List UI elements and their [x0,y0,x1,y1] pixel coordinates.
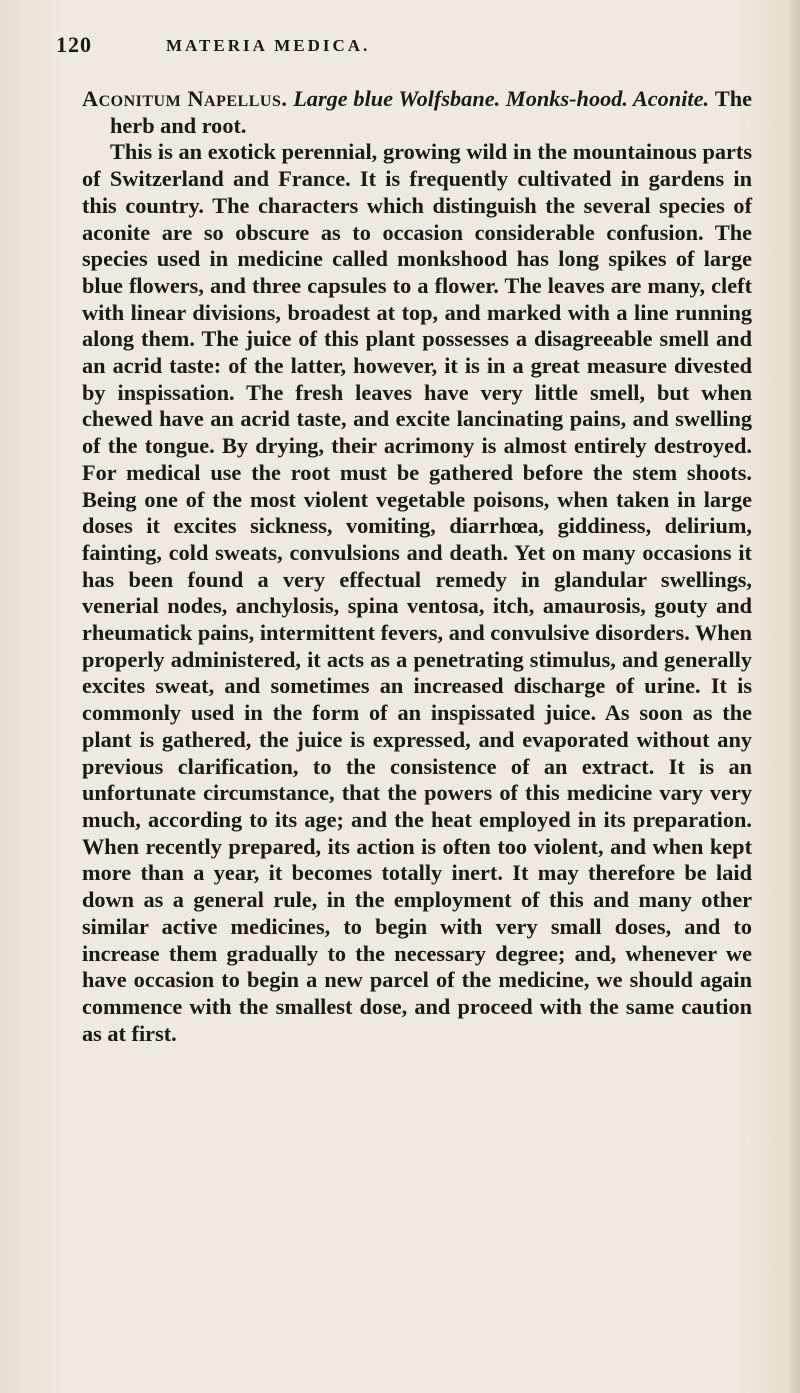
page-header [56,32,746,62]
entry-parts-used: The herb and root. [110,86,752,138]
entry-heading [82,86,752,139]
page-edge-shadow [786,0,800,1393]
page-number: 120 [56,32,92,57]
entry-latin-name: Aconitum Napellus. [82,86,288,111]
entry-description: This is an exotick perennial, growing wild in the mountainous parts of Switzerland and France. It is frequently cultivated in gardens in this country. The characters which distinguish the several species of aconite are so obscure as to occasion considerable confusion. The species used in medicine called monkshood has long spikes of large blue flowers, and three capsules to a flower. The leaves are many, cleft with linear divisions, broadest at top, and marked with a line running along them. The juice of this plant possesses a disagreeable smell and an acrid taste: of the latter, however, it is in a great measure divested by inspissation. The fresh leaves have very little smell, but when chewed have an acrid taste, and excite lancinating pains, and swelling of the tongue. By drying, their acrimony is almost entirely destroyed. For medical use the root must be gathered before the stem shoots. Being one of the most violent vegetable poisons, when taken in large doses it excites sickness, vomiting, diarrhœa, giddiness, delirium, fainting, cold sweats, convulsions and death. Yet on many occasions it has been found a very effectual remedy in glandular swellings, venerial nodes, anchylosis, spina ventosa, itch, amaurosis, gouty and rheumatick pains, intermittent fevers, and convulsive disorders. When properly administered, it acts as a penetrating stimulus, and generally excites sweat, and sometimes an increased discharge of urine. It is commonly used in the form of an inspissated juice. As soon as the plant is gathered, the juice is expressed, and evaporated without any previous clarification, to the consistence of an extract. It is an unfortunate circumstance, that the powers of this medicine vary very much, according to its age; and the heat employed in its preparation. When recently prepared, its action is often too violent, and when kept more than a year, it becomes totally inert. It may therefore be laid down as a general rule, in the employment of this and many other similar active medicines, to begin with very small doses, and to increase them gradually to the necessary degree; and, whenever we have occasion to begin a new parcel of the medicine, we should again commence with the smallest dose, and proceed with the same caution as at first. [82,139,752,1046]
page-content [82,86,752,1047]
running-head: MATERIA MEDICA. [166,36,371,55]
entry-common-names: Large blue Wolfsbane. Monks-hood. Aconite. [293,86,710,111]
